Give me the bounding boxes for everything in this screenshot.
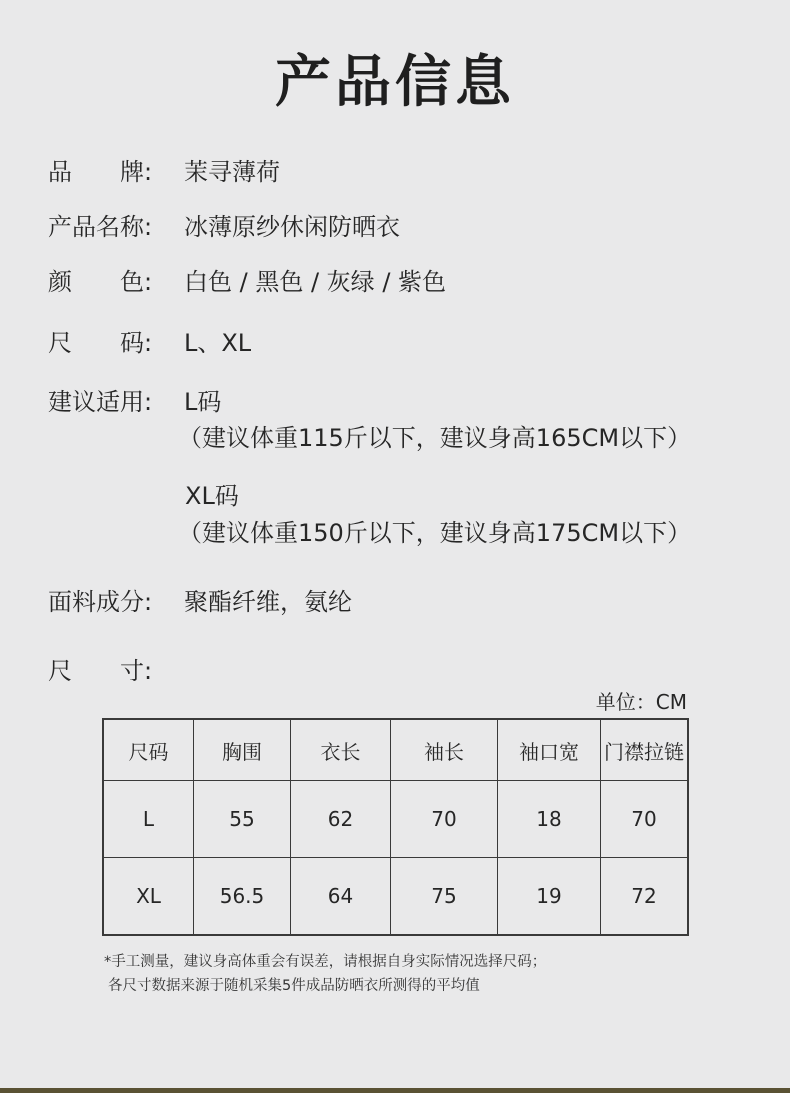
dimension-label: 尺 寸: xyxy=(48,657,153,685)
fabric-label: 面料成分: xyxy=(48,588,153,616)
table-header-cell: 袖长 xyxy=(391,719,498,781)
table-cell: L xyxy=(103,781,194,858)
size-row xyxy=(48,328,251,358)
table-cell: 70 xyxy=(391,781,498,858)
brand-value: 茉寻薄荷 xyxy=(184,158,280,186)
table-cell: 56.5 xyxy=(194,858,291,936)
table-header-cell: 袖口宽 xyxy=(498,719,601,781)
fabric-value: 聚酯纤维，氨纶 xyxy=(184,588,352,616)
bottom-divider xyxy=(0,1088,790,1093)
table-header-cell: 胸围 xyxy=(194,719,291,781)
dimension-row xyxy=(48,656,184,686)
table-cell: 19 xyxy=(498,858,601,936)
table-row xyxy=(103,858,688,936)
table-cell: 75 xyxy=(391,858,498,936)
size-label: 尺 码: xyxy=(48,329,153,357)
table-cell: 18 xyxy=(498,781,601,858)
color-value: 白色 / 黑色 / 灰绿 / 紫色 xyxy=(184,268,447,296)
size-table xyxy=(102,718,689,936)
color-row xyxy=(48,267,446,297)
suggest-l-detail: （建议体重115斤以下，建议身高165CM以下） xyxy=(178,424,692,452)
suggest-xl-detail: （建议体重150斤以下，建议身高175CM以下） xyxy=(178,519,692,547)
table-cell: 72 xyxy=(601,858,689,936)
table-cell: 64 xyxy=(291,858,391,936)
fabric-row xyxy=(48,587,352,617)
table-row xyxy=(103,781,688,858)
suggest-row xyxy=(48,387,221,417)
brand-row xyxy=(48,157,280,187)
table-header-row xyxy=(103,719,688,781)
table-cell: XL xyxy=(103,858,194,936)
unit-label: 单位：CM xyxy=(595,690,687,714)
suggest-xl-title: XL码 xyxy=(185,482,239,510)
table-header-cell: 衣长 xyxy=(291,719,391,781)
table-header-cell: 门襟拉链 xyxy=(601,719,689,781)
table-cell: 62 xyxy=(291,781,391,858)
brand-label: 品 牌: xyxy=(48,158,153,186)
size-value: L、XL xyxy=(184,329,252,357)
measurement-note: *手工测量，建议身高体重会有误差，请根据自身实际情况选择尺码； xyxy=(104,954,547,970)
table-cell: 55 xyxy=(194,781,291,858)
color-label: 颜 色: xyxy=(48,268,153,296)
product-name-label: 产品名称: xyxy=(48,213,153,241)
table-header-cell: 尺码 xyxy=(103,719,194,781)
product-name-row xyxy=(48,212,400,242)
page-title: 产品信息 xyxy=(275,50,515,115)
data-source-note: 各尺寸数据来源于随机采集5件成品防晒衣所测得的平均值 xyxy=(108,978,480,994)
table-cell: 70 xyxy=(601,781,689,858)
suggest-l-title: L码 xyxy=(184,388,222,416)
suggest-label: 建议适用: xyxy=(48,388,153,416)
product-name-value: 冰薄原纱休闲防晒衣 xyxy=(184,213,400,241)
